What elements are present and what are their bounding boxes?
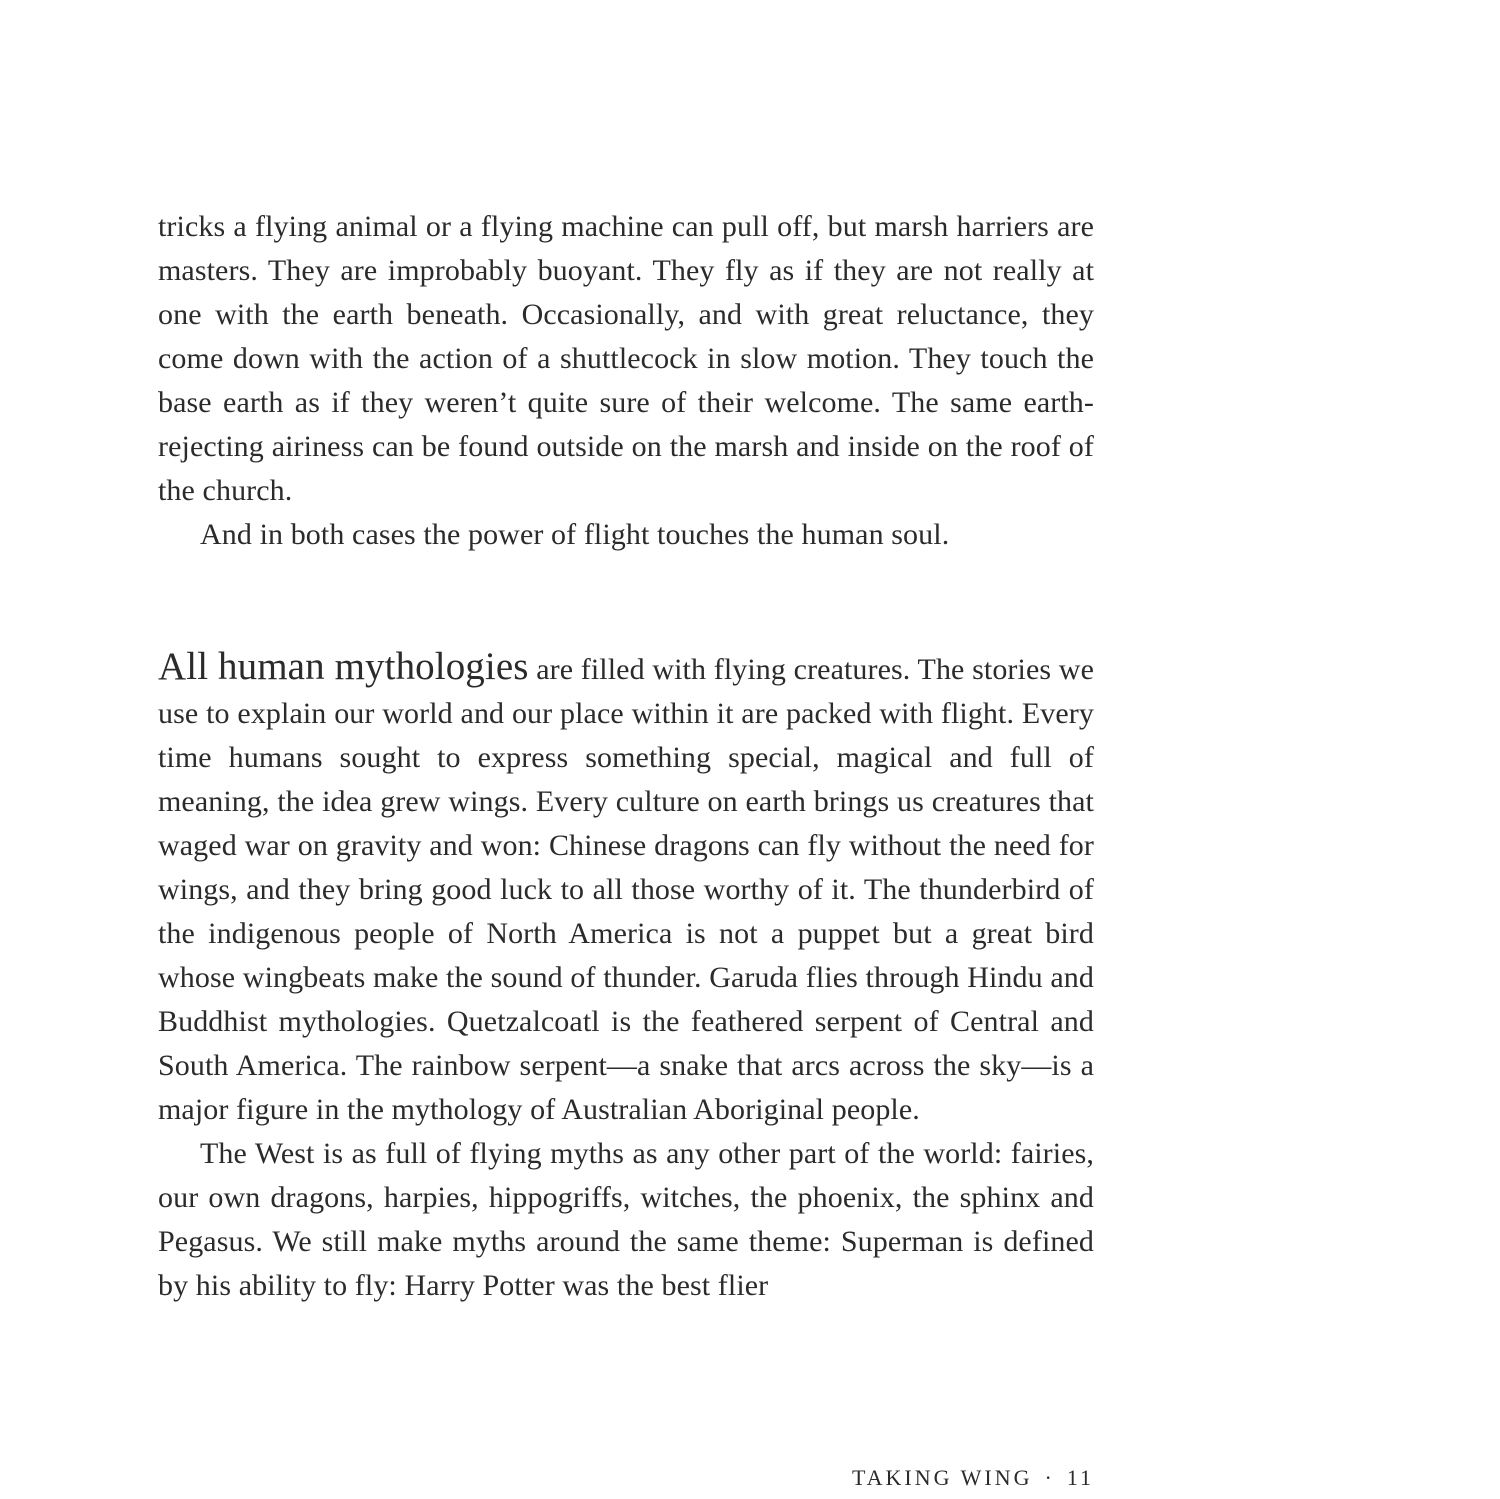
paragraph-western-myths: The West is as full of flying myths as any other part of the world: fairies, our own dragons, harpies, hippogriffs, witches, the phoenix, the sphinx and Pegasus. We still make myths around the same theme: Superman is defined by his ability to fly: Harry Potter was the best flier xyxy=(158,1137,1094,1302)
page-number: 11 xyxy=(1066,1465,1094,1490)
body-text-section-2 xyxy=(158,645,1094,1308)
section-lead-in: All human mythologies xyxy=(158,645,529,688)
body-text-section-1 xyxy=(158,205,1094,557)
running-title: TAKING WING xyxy=(851,1465,1033,1490)
paragraph-human-soul: And in both cases the power of flight touches the human soul. xyxy=(200,518,950,551)
paragraph-mythologies xyxy=(158,645,1094,1132)
footer-separator: · xyxy=(1044,1465,1055,1490)
running-footer xyxy=(852,1465,1094,1491)
paragraph-continuation: tricks a flying animal or a flying machine can pull off, but marsh harriers are masters. They are improbably buoyant. They fly as if they are not really at one with the earth beneath. Occasionally, and with great reluctance, they come down with the action of a shuttlecock in slow motion. They touch the base earth as if they weren’t quite sure of their welcome. The same earth-rejecting airiness can be found outside on the marsh and inside on the roof of the church. xyxy=(158,210,1094,507)
paragraph-mythologies-text: are filled with flying creatures. The stories we use to explain our world and our place within it are packed with flight. Every time humans sought to express something special, magical and full of meaning, the idea grew wings. Every culture on earth brings us creatures that waged war on gravity and won: Chinese dragons can fly without the need for wings, and they bring good luck to all those worthy of it. The thunderbird of the indigenous people of North America is not a puppet but a great bird whose wingbeats make the sound of thunder. Garuda flies through Hindu and Buddhist mythologies. Quetzalcoatl is the feathered serpent of Central and South America. The rainbow serpent—a snake that arcs across the sky—is a major figure in the mythology of Australian Aboriginal people. xyxy=(158,653,1094,1126)
